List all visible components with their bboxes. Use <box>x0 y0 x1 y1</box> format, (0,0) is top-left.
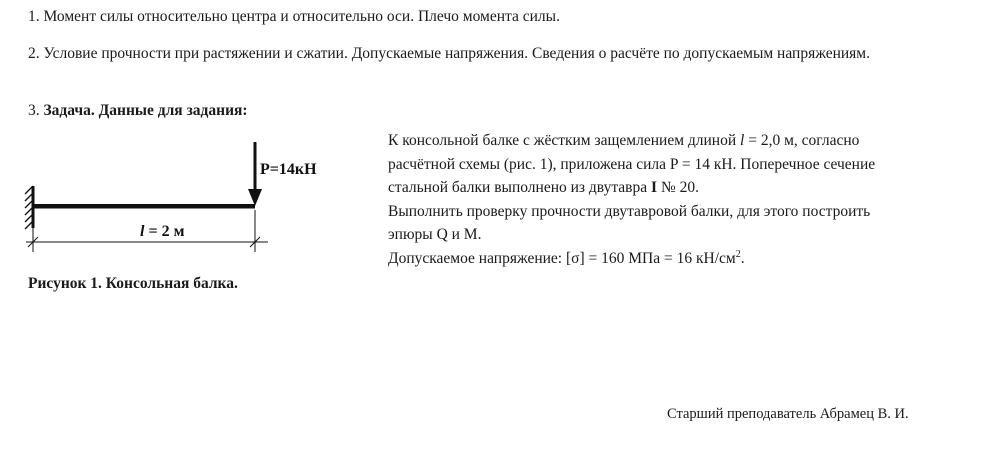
task-length-var: l <box>740 132 745 149</box>
task-line-1-b: = 2,0 м, согласно <box>744 132 860 149</box>
fixed-support-wall <box>25 186 33 229</box>
task-line-5: эпюры Q и M. <box>388 226 482 243</box>
force-label: P=14кН <box>260 161 317 178</box>
task-line-3 <box>388 176 875 200</box>
question-1: 1. Момент силы относительно центра и относительно оси. Плечо момента силы. <box>28 8 560 25</box>
question-2: 2. Условие прочности при растяжении и сжатии. Допускаемые напряжения. Сведения о расчёте по допускаемым напряжениям. <box>28 45 870 62</box>
task-line-3-a: стальной балки выполнено из двутавра <box>388 179 652 196</box>
task-line-1 <box>388 129 875 153</box>
task-line-1-a: К консольной балке с жёстким защемлением длиной <box>388 132 741 149</box>
task-line-6-b: . <box>740 249 745 267</box>
task-text <box>388 129 875 270</box>
figure-caption: Рисунок 1. Консольная балка. <box>28 275 238 292</box>
task-line-2: расчётной схемы (рис. 1), приложена сила P = 14 кН. Поперечное сечение <box>388 155 876 173</box>
length-label <box>140 223 185 240</box>
task-line-6-sup: 2 <box>735 248 741 260</box>
length-var: l <box>140 223 145 240</box>
task-line-6-a: Допускаемое напряжение: [σ] = 160 МПа = 16 кН/см <box>388 249 736 267</box>
question-3-heading: Задача. Данные для задания: <box>43 102 248 119</box>
question-3-number: 3. <box>28 102 44 119</box>
beam <box>33 204 255 209</box>
length-value: = 2 м <box>144 223 185 240</box>
question-3 <box>28 101 248 121</box>
ibeam-symbol: I <box>651 179 658 196</box>
cantilever-beam-diagram <box>24 134 354 264</box>
task-line-4: Выполнить проверку прочности двутавровой балки, для этого построить <box>388 202 871 220</box>
signature: Старший преподаватель Абрамец В. И. <box>667 406 909 422</box>
task-line-6 <box>388 247 875 271</box>
task-line-3-c: № 20. <box>657 179 699 196</box>
